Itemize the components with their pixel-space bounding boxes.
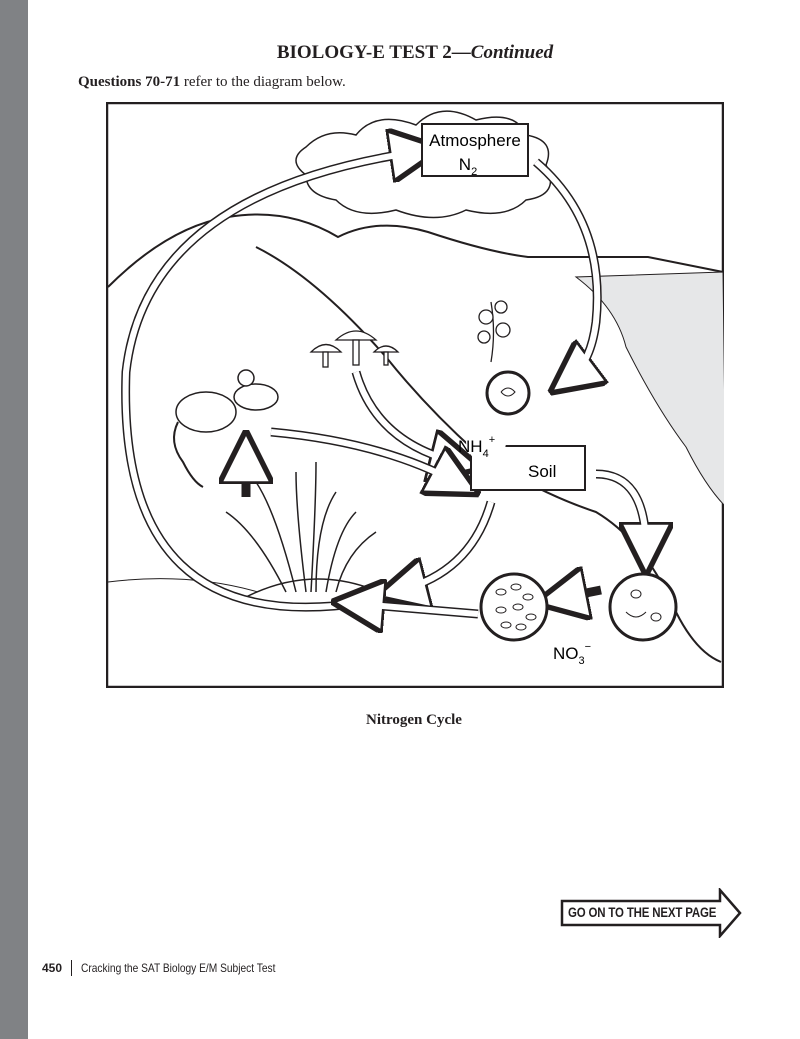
next-page-label: GO ON TO THE NEXT PAGE [568, 905, 717, 920]
diagram-caption: Nitrogen Cycle [366, 712, 462, 728]
question-range: Questions 70-71 [78, 74, 181, 90]
go-to-next-page-arrow [560, 888, 742, 938]
footer-divider [71, 960, 72, 976]
nitrate-formula: NO [553, 644, 579, 663]
question-intro [78, 74, 346, 91]
root-nodule-circle [487, 372, 529, 414]
nitrite-bacteria-circle [610, 574, 676, 640]
page-edge-bar [0, 0, 28, 1039]
title-continued: Continued [470, 42, 554, 63]
page-footer [42, 960, 310, 976]
book-title: Cracking the SAT Biology E/M Subject Test [81, 961, 276, 975]
ammonium-superscript: + [488, 434, 496, 446]
atmosphere-formula: N [458, 155, 472, 174]
ammonium-subscript: 4 [482, 448, 489, 460]
page-title [0, 42, 800, 64]
intro-text: refer to the diagram below. [180, 74, 346, 90]
ammonium-formula: NH [458, 437, 483, 456]
title-main: BIOLOGY-E TEST 2— [276, 42, 471, 63]
soil-label: Soil [528, 462, 557, 481]
nitrate-superscript: − [584, 641, 592, 653]
nitrate-subscript: 3 [578, 655, 585, 667]
atmosphere-subscript: 2 [471, 166, 478, 178]
nitrogen-cycle-diagram [106, 102, 724, 688]
page-number: 450 [42, 961, 63, 975]
atmosphere-label: Atmosphere [429, 131, 521, 150]
